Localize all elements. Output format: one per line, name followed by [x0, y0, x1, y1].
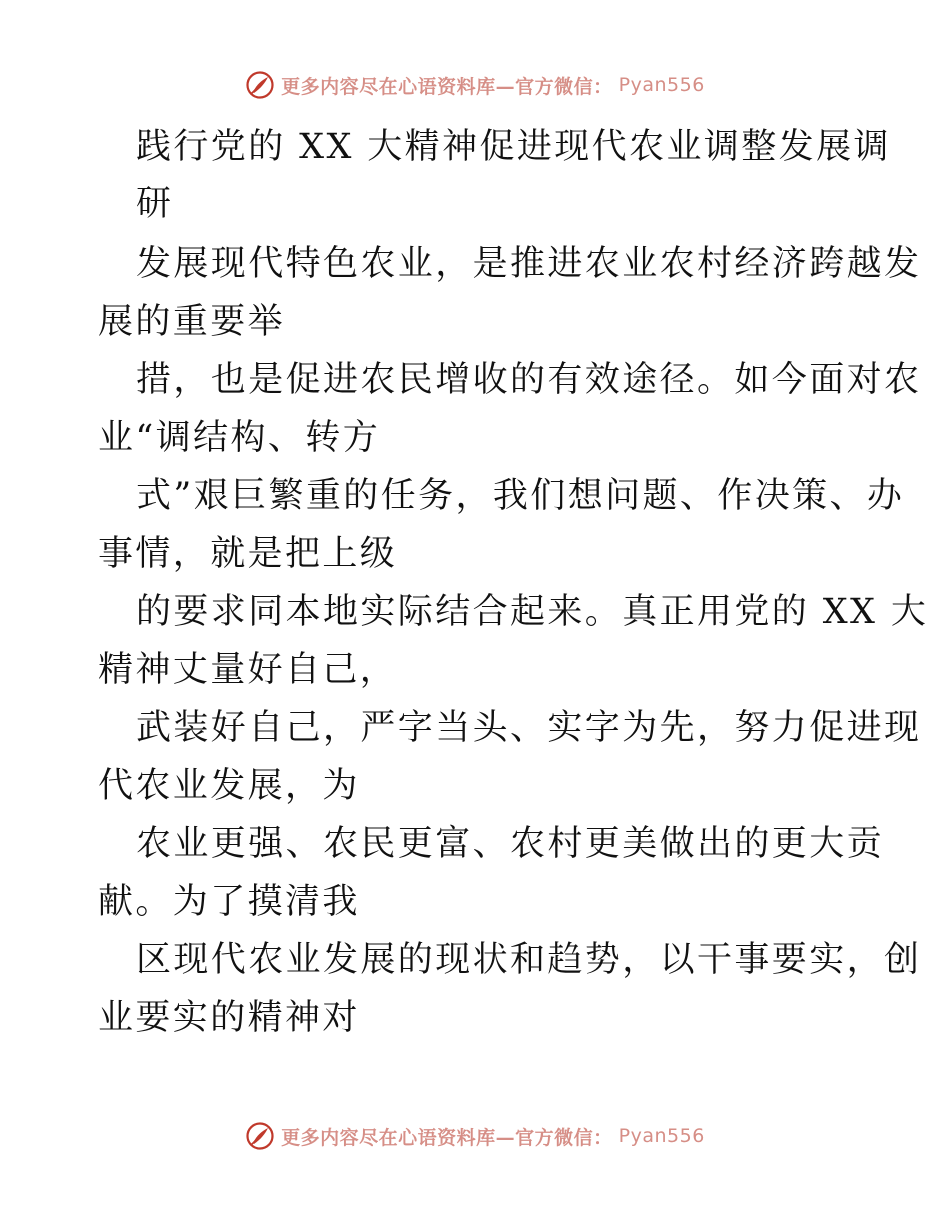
watermark-handle: Pyan556: [618, 1125, 705, 1147]
text-line: 的要求同本地实际结合起来。真正用党的 XX 大: [136, 592, 929, 632]
text-line: 措，也是促进农民增收的有效途径。如今面对农: [136, 360, 922, 400]
text-line: 代农业发展，为: [98, 766, 360, 806]
text-line: 业要实的精神对: [98, 998, 360, 1038]
quill-logo-icon: [245, 70, 275, 100]
watermark-handle: Pyan556: [618, 74, 705, 96]
quill-logo-icon: [245, 1121, 275, 1151]
text-line: 践行党的 XX 大精神促进现代农业调整发展调: [136, 127, 891, 167]
text-line: 精神丈量好自己，: [98, 650, 398, 690]
text-line: 研: [136, 184, 174, 224]
text-line: 发展现代特色农业，是推进农业农村经济跨越发: [136, 244, 922, 284]
text-line: 武装好自己，严字当头、实字为先，努力促进现: [136, 708, 922, 748]
text-line: 农业更强、农民更富、农村更美做出的更大贡: [136, 824, 885, 864]
footer-watermark: [0, 1121, 950, 1151]
text-line: 式”艰巨繁重的任务，我们想问题、作决策、办: [136, 476, 905, 516]
text-line: 业“调结构、转方: [98, 418, 381, 458]
text-line: 展的重要举: [98, 302, 286, 342]
watermark-text: 更多内容尽在心语资料库—官方微信：: [281, 75, 613, 98]
text-line: 区现代农业发展的现状和趋势，以干事要实，创: [136, 940, 922, 980]
text-line: 事情，就是把上级: [98, 534, 398, 574]
header-watermark: [0, 70, 950, 100]
text-line: 献。为了摸清我: [98, 882, 360, 922]
watermark-text: 更多内容尽在心语资料库—官方微信：: [281, 1126, 613, 1149]
